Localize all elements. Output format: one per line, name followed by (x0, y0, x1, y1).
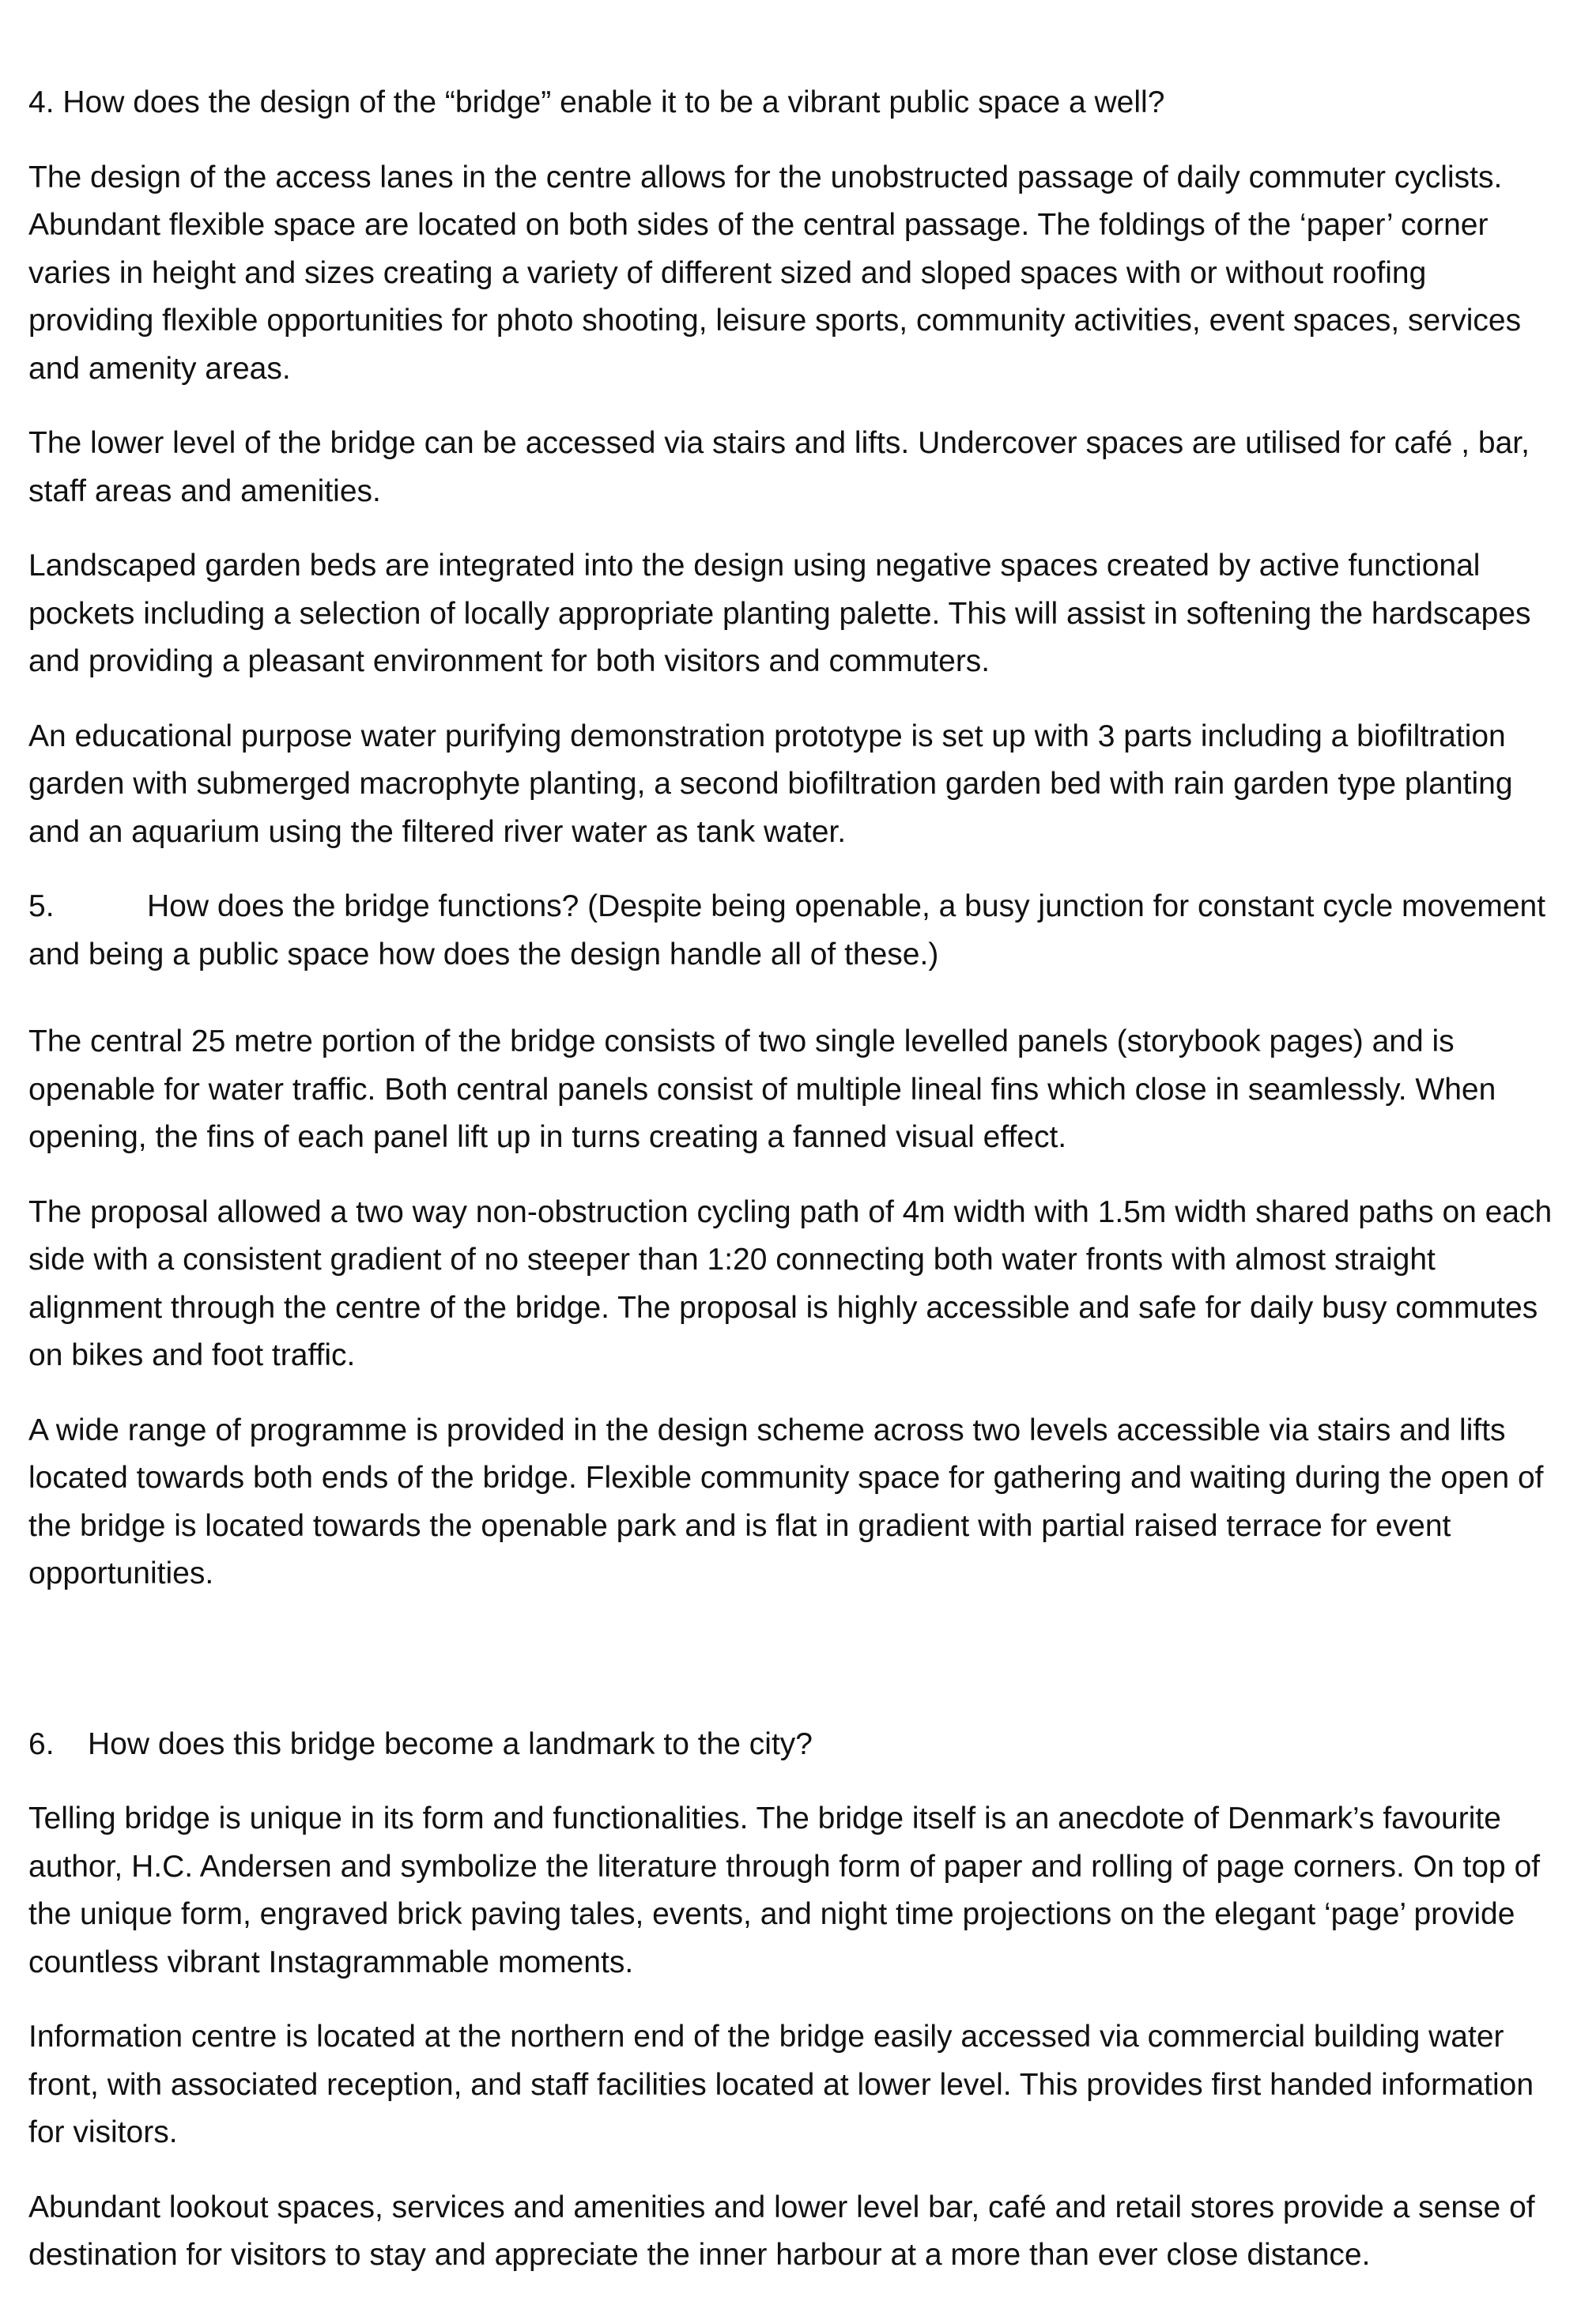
question-4-paragraph-2: The lower level of the bridge can be accessed via stairs and lifts. Undercover spaces are utilised for café , bar, staff areas and amenities. (28, 426, 1530, 508)
question-5-heading-text: How does the bridge functions? (Despite being openable, a busy junction for constant cycle movement and being a public space how does the design handle all of these.) (28, 889, 1546, 971)
question-4-heading: 4. How does the design of the “bridge” enable it to be a vibrant public space a well? (28, 85, 1165, 119)
question-6-paragraph-2: Information centre is located at the northern end of the bridge easily accessed via commercial building water front, with associated reception, and staff facilities located at lower level. This provides first handed information for visitors. (28, 2020, 1534, 2149)
question-6-heading (28, 1721, 1554, 1769)
question-6-number: 6. (28, 1726, 55, 1761)
question-4-paragraph-1: The design of the access lanes in the centre allows for the unobstructed passage of daily commuter cyclists. Abundant flexible space are located on both sides of the central passage. The foldings of the ‘paper’ corner varies in height and sizes creating a variety of different sized and sloped spaces with or without roofing providing flexible opportunities for photo shooting, leisure sports, community activities, event spaces, services and amenity areas. (28, 160, 1522, 386)
question-6-paragraph-1: Telling bridge is unique in its form and functionalities. The bridge itself is an anecdote of Denmark’s favourite author, H.C. Andersen and symbolize the literature through form of paper and rolling of page corners. On top of the unique form, engraved brick paving tales, events, and night time projections on the elegant ‘page’ provide countless vibrant Instagrammable moments. (28, 1801, 1541, 1979)
question-6-paragraph-3: Abundant lookout spaces, services and amenities and lower level bar, café and retail stores provide a sense of destination for visitors to stay and appreciate the inner harbour at a more than ever close distance. (28, 2190, 1535, 2272)
question-6-heading-text: How does this bridge become a landmark to the city? (88, 1726, 813, 1761)
question-5-paragraph-1: The central 25 metre portion of the bridge consists of two single levelled panels (storybook pages) and is openable for water traffic. Both central panels consist of multiple lineal fins which close in seamlessly. When opening, the fins of each panel lift up in turns creating a fanned visual effect. (28, 1024, 1496, 1154)
document-page (28, 79, 1554, 2280)
question-4-paragraph-4: An educational purpose water purifying demonstration prototype is set up with 3 parts including a biofiltration garden with submerged macrophyte planting, a second biofiltration garden bed with rain garden type planting and an aquarium using the filtered river water as tank water. (28, 719, 1513, 849)
question-4-paragraph-3: Landscaped garden beds are integrated into the design using negative spaces created by active functional pockets including a selection of locally appropriate planting palette. This will assist in softening the hardscapes and providing a pleasant environment for both visitors and commuters. (28, 549, 1531, 678)
question-5-number: 5. (28, 889, 55, 923)
question-5-heading (28, 883, 1554, 979)
question-5-paragraph-2: The proposal allowed a two way non-obstruction cycling path of 4m width with 1.5m width shared paths on each side with a consistent gradient of no steeper than 1:20 connecting both water fronts with almost straight alignment through the centre of the bridge. The proposal is highly accessible and safe for daily busy commutes on bikes and foot traffic. (28, 1194, 1553, 1372)
question-5-paragraph-3: A wide range of programme is provided in the design scheme across two levels accessible via stairs and lifts located towards both ends of the bridge. Flexible community space for gathering and waiting during the open of the bridge is located towards the openable park and is flat in gradient with partial raised terrace for event opportunities. (28, 1413, 1544, 1590)
